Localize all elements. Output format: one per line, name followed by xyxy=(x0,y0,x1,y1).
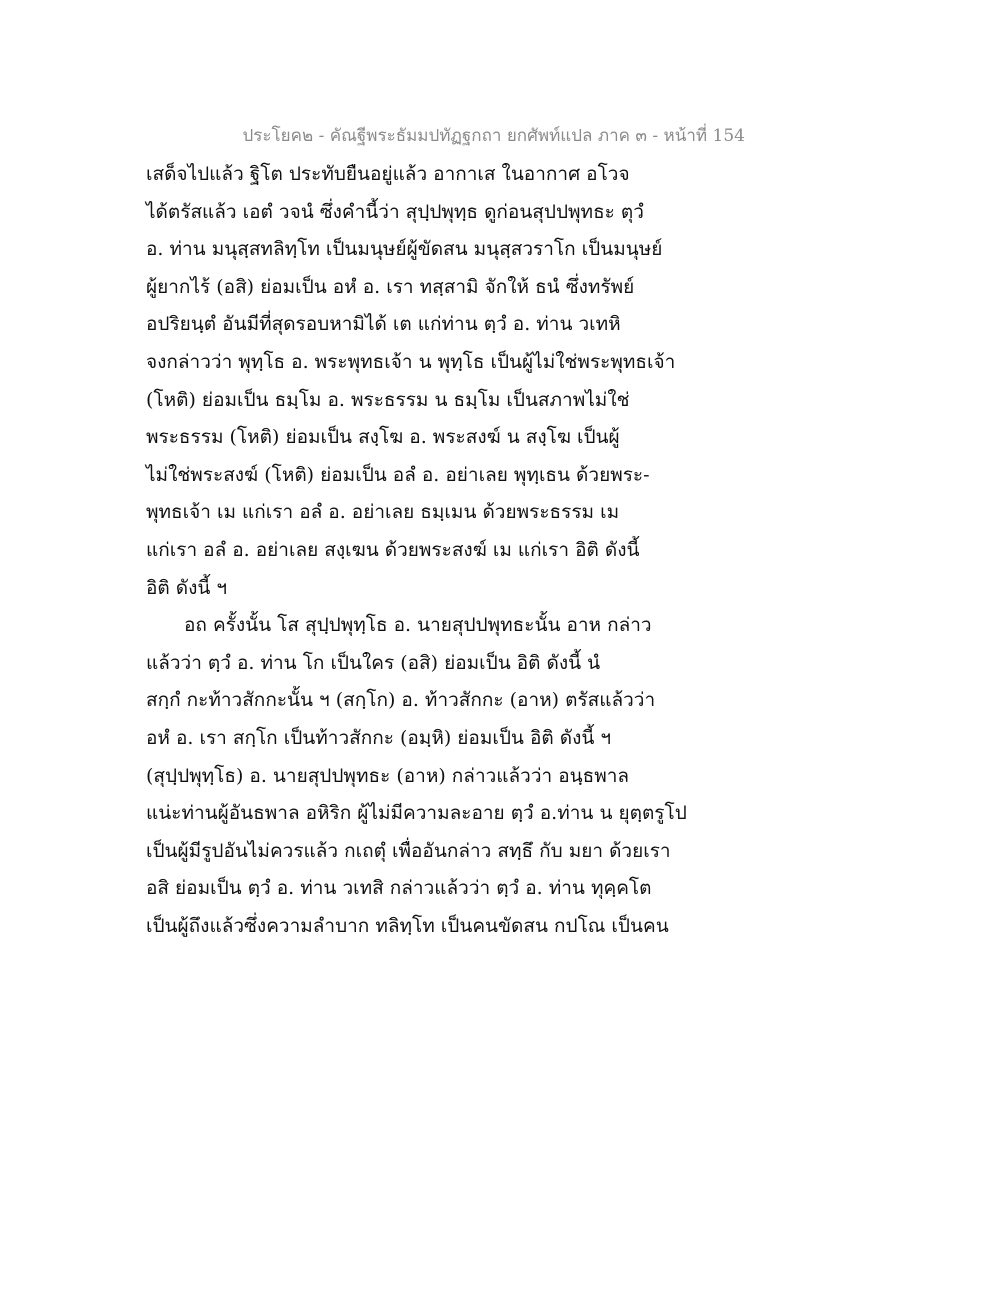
text-line: แน่ะท่านผู้อันธพาล อหิริก ผู้ไม่มีความละอาย ตฺวํ อ.ท่าน น ยุตฺตรูโป xyxy=(146,802,687,825)
text-line: แล้วว่า ตฺวํ อ. ท่าน โก เป็นใคร (อสิ) ย่อมเป็น อิติ ดังนี้ นํ xyxy=(146,651,601,674)
text-line: อหํ อ. เรา สกฺโก เป็นท้าวสักกะ (อมฺหิ) ย่อมเป็น อิติ ดังนี้ ฯ xyxy=(146,726,612,749)
page-header: ประโยค๒ - คัณฐีพระธัมมปทัฏฐกถา ยกศัพท์แปล ภาค ๓ - หน้าที่ 154 xyxy=(242,126,745,146)
text-line: (สุปฺปพุทฺโธ) อ. นายสุปปพุทธะ (อาห) กล่าวแล้วว่า อนฺธพาล xyxy=(146,764,630,787)
text-line: อิติ ดังนี้ ฯ xyxy=(146,576,228,599)
text-line: อสิ ย่อมเป็น ตฺวํ อ. ท่าน วเทสิ กล่าวแล้วว่า ตฺวํ อ. ท่าน ทุคฺคโต xyxy=(146,877,652,900)
text-line: ผู้ยากไร้ (อสิ) ย่อมเป็น อหํ อ. เรา ทสฺสามิ จักให้ ธนํ ซึ่งทรัพย์ xyxy=(146,275,635,298)
text-line: (โหติ) ย่อมเป็น ธมฺโม อ. พระธรรม น ธมฺโม เป็นสภาพไม่ใช่ xyxy=(146,388,630,411)
text-line: เป็นผู้ถึงแล้วซึ่งความลำบาก ทลิทฺโท เป็นคนขัดสน กปโณ เป็นคน xyxy=(146,914,669,937)
text-line: พุทธเจ้า เม แก่เรา อลํ อ. อย่าเลย ธมฺเมน ด้วยพระธรรม เม xyxy=(146,501,620,524)
text-line: เสด็จไปแล้ว ฐิโต ประทับยืนอยู่แล้ว อากาเส ในอากาศ อโวจ xyxy=(146,163,630,185)
text-line: ได้ตรัสแล้ว เอตํ วจนํ ซึ่งคำนี้ว่า สุปฺปพุทฺธ ดูก่อนสุปปพุทธะ ตุวํ xyxy=(146,200,644,223)
paragraph-1 xyxy=(146,156,716,607)
text-line: อ. ท่าน มนุสฺสทลิทฺโท เป็นมนุษย์ผู้ขัดสน มนุสฺสวราโก เป็นมนุษย์ xyxy=(146,238,663,261)
text-line: แก่เรา อลํ อ. อย่าเลย สงฺเฆน ด้วยพระสงฆ์ เม แก่เรา อิติ ดังนี้ xyxy=(146,538,640,561)
text-line: จงกล่าวว่า พุทฺโธ อ. พระพุทธเจ้า น พุทฺโธ เป็นผู้ไม่ใช่พระพุทธเจ้า xyxy=(146,350,676,373)
text-line: พระธรรม (โหติ) ย่อมเป็น สงฺโฆ อ. พระสงฆ์ น สงฺโฆ เป็นผู้ xyxy=(146,426,620,449)
text-line: สกฺกํ กะท้าวสักกะนั้น ฯ (สกฺโก) อ. ท้าวสักกะ (อาห) ตรัสแล้วว่า xyxy=(146,689,656,712)
text-line: อปริยนฺตํ อันมีที่สุดรอบหามิได้ เต แก่ท่าน ตฺวํ อ. ท่าน วเทหิ xyxy=(146,313,621,336)
text-line: เป็นผู้มีรูปอันไม่ควรแล้ว กเถตุํ เพื่ออันกล่าว สทฺธึ กับ มยา ด้วยเรา xyxy=(146,839,671,862)
paragraph-2 xyxy=(146,607,716,945)
text-line: ไม่ใช่พระสงฆ์ (โหติ) ย่อมเป็น อลํ อ. อย่าเลย พุทฺเธน ด้วยพระ- xyxy=(146,463,650,486)
body-text xyxy=(146,156,716,945)
text-line: อถ ครั้งนั้น โส สุปฺปพุทฺโธ อ. นายสุปปพุทธะนั้น อาห กล่าว xyxy=(184,614,652,637)
